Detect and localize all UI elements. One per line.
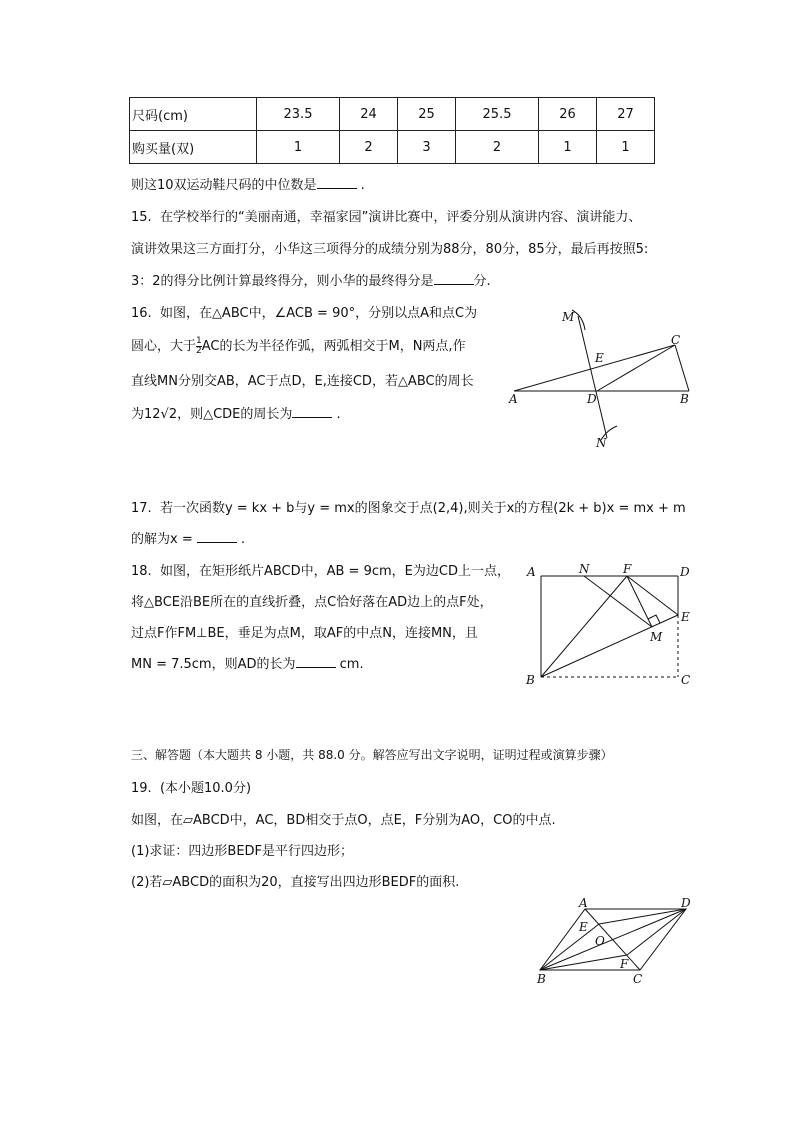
label-F: F [623, 562, 632, 576]
table-cell: 25 [398, 98, 456, 131]
q15-line2: 演讲效果这三方面打分，小华这三项得分的成绩分别为88分，80分，85分，最后再按照5: [131, 242, 649, 257]
answer-blank [317, 176, 357, 189]
q19-line1: 如图，在▱ABCD中，AC，BD相交于点O，点E，F分别为AO，CO的中点. [131, 813, 556, 828]
figure-q19 [525, 893, 700, 988]
label-B: B [680, 392, 689, 406]
label-A: A [527, 565, 536, 579]
q16-line2-text: 圆心，大于 [131, 339, 197, 354]
table-row [130, 98, 655, 131]
label-F: F [620, 957, 629, 971]
label-B: B [537, 972, 546, 986]
q15-unit: 分. [473, 274, 491, 289]
q17-line2-text: 的解为x = [131, 532, 197, 547]
segment-CB [675, 345, 689, 391]
answer-blank [434, 272, 474, 285]
segment-NM [584, 576, 652, 627]
answer-blank [197, 530, 237, 543]
q17-line2: 的解为x = . [131, 532, 246, 547]
segment-FE [627, 576, 678, 615]
label-E: E [681, 610, 690, 624]
segment-BE [540, 924, 599, 970]
q15-line3-text: 3：2的得分比例计算最终得分，则小华的最终得分是 [131, 274, 434, 289]
fraction-half: $\frac{1}{2}$ [196, 336, 202, 356]
q19-line2: (1)求证：四边形BEDF是平行四边形； [131, 844, 354, 859]
q16-line3: 直线MN分别交AB，AC于点D，E,连接CD，若△ABC的周长 [131, 374, 474, 389]
label-C: C [681, 673, 691, 687]
q19-header: 19. (本小题10.0分) [131, 781, 252, 796]
table-cell: 3 [398, 131, 456, 164]
label-D: D [587, 392, 597, 406]
table-header-cell: 尺码(cm) [130, 98, 257, 131]
label-M: M [650, 630, 663, 644]
table-header-cell: 购买量(双) [130, 131, 257, 164]
label-A: A [509, 392, 518, 406]
q18-line2: 将△BCE沿BE所在的直线折叠，点C恰好落在AD边上的点F处， [131, 595, 493, 610]
table-cell: 1 [257, 131, 340, 164]
label-N: N [596, 436, 607, 450]
q14-line: 则这10双运动鞋尺码的中位数是 [131, 178, 317, 193]
segment-ED [599, 909, 686, 924]
table-cell: 2 [456, 131, 539, 164]
answer-blank [296, 655, 336, 668]
label-E: E [595, 351, 604, 365]
q16-line4: 为12√2，则△CDE的周长为 . [131, 407, 341, 422]
table-cell: 24 [340, 98, 398, 131]
q18-line4: MN = 7.5cm，则AD的长为 cm. [131, 657, 364, 672]
segment-BE [541, 615, 678, 677]
q16-line4-text: 为12√2，则△CDE的周长为 [131, 407, 293, 422]
figure-q16 [505, 303, 695, 453]
label-N: N [579, 562, 590, 576]
table-cell: 23.5 [257, 98, 340, 131]
segment-CD [597, 345, 675, 391]
table-cell: 1 [597, 131, 655, 164]
table-cell: 1 [539, 131, 597, 164]
label-B: B [526, 673, 535, 687]
label-M: M [562, 310, 575, 324]
q15-line3 [131, 270, 491, 289]
label-E: E [579, 920, 588, 934]
q17-line1: 17. 若一次函数y = kx + b与y = mx的图象交于点(2,4),则关于x的方程(2k + b)x = mx + m [131, 501, 686, 516]
q16-line1: 16. 如图，在△ABC中，∠ACB = 90°，分别以点A和点C为 [131, 306, 478, 321]
label-O: O [595, 934, 605, 948]
line-MN [578, 316, 607, 438]
q14-text: 则这10双运动鞋尺码的中位数是 . [131, 178, 365, 193]
label-D: D [680, 565, 690, 579]
label-C: C [633, 972, 643, 986]
label-A: A [579, 896, 588, 910]
label-C: C [671, 333, 681, 347]
table-cell: 25.5 [456, 98, 539, 131]
q18-line1: 18. 如图，在矩形纸片ABCD中，AB = 9cm，E为边CD上一点， [131, 564, 510, 579]
q18-line4-text: MN = 7.5cm，则AD的长为 [131, 657, 296, 672]
label-D: D [681, 896, 691, 910]
shoe-size-table [129, 97, 655, 164]
figure-q18 [520, 558, 700, 690]
q16-line2-text: AC的长为半径作弧，两弧相交于M，N两点,作 [201, 339, 466, 354]
table-cell: 26 [539, 98, 597, 131]
table-row [130, 131, 655, 164]
section-heading: 三、解答题（本大题共 8 小题，共 88.0 分。解答应写出文字说明，证明过程或演算步骤） [131, 748, 613, 762]
table-cell: 2 [340, 131, 398, 164]
segment-BF [540, 955, 627, 970]
q18-line3: 过点F作FM⊥BE，垂足为点M，取AF的中点N，连接MN，且 [131, 626, 478, 641]
segment-BF [541, 576, 627, 677]
q15-line1: 15. 在学校举行的“美丽南通，幸福家园”演讲比赛中，评委分别从演讲内容、演讲能力、 [131, 210, 642, 225]
q19-line3: (2)若▱ABCD的面积为20，直接写出四边形BEDF的面积. [131, 875, 460, 890]
table-cell: 27 [597, 98, 655, 131]
answer-blank [292, 405, 332, 418]
q16-line2 [131, 335, 466, 356]
